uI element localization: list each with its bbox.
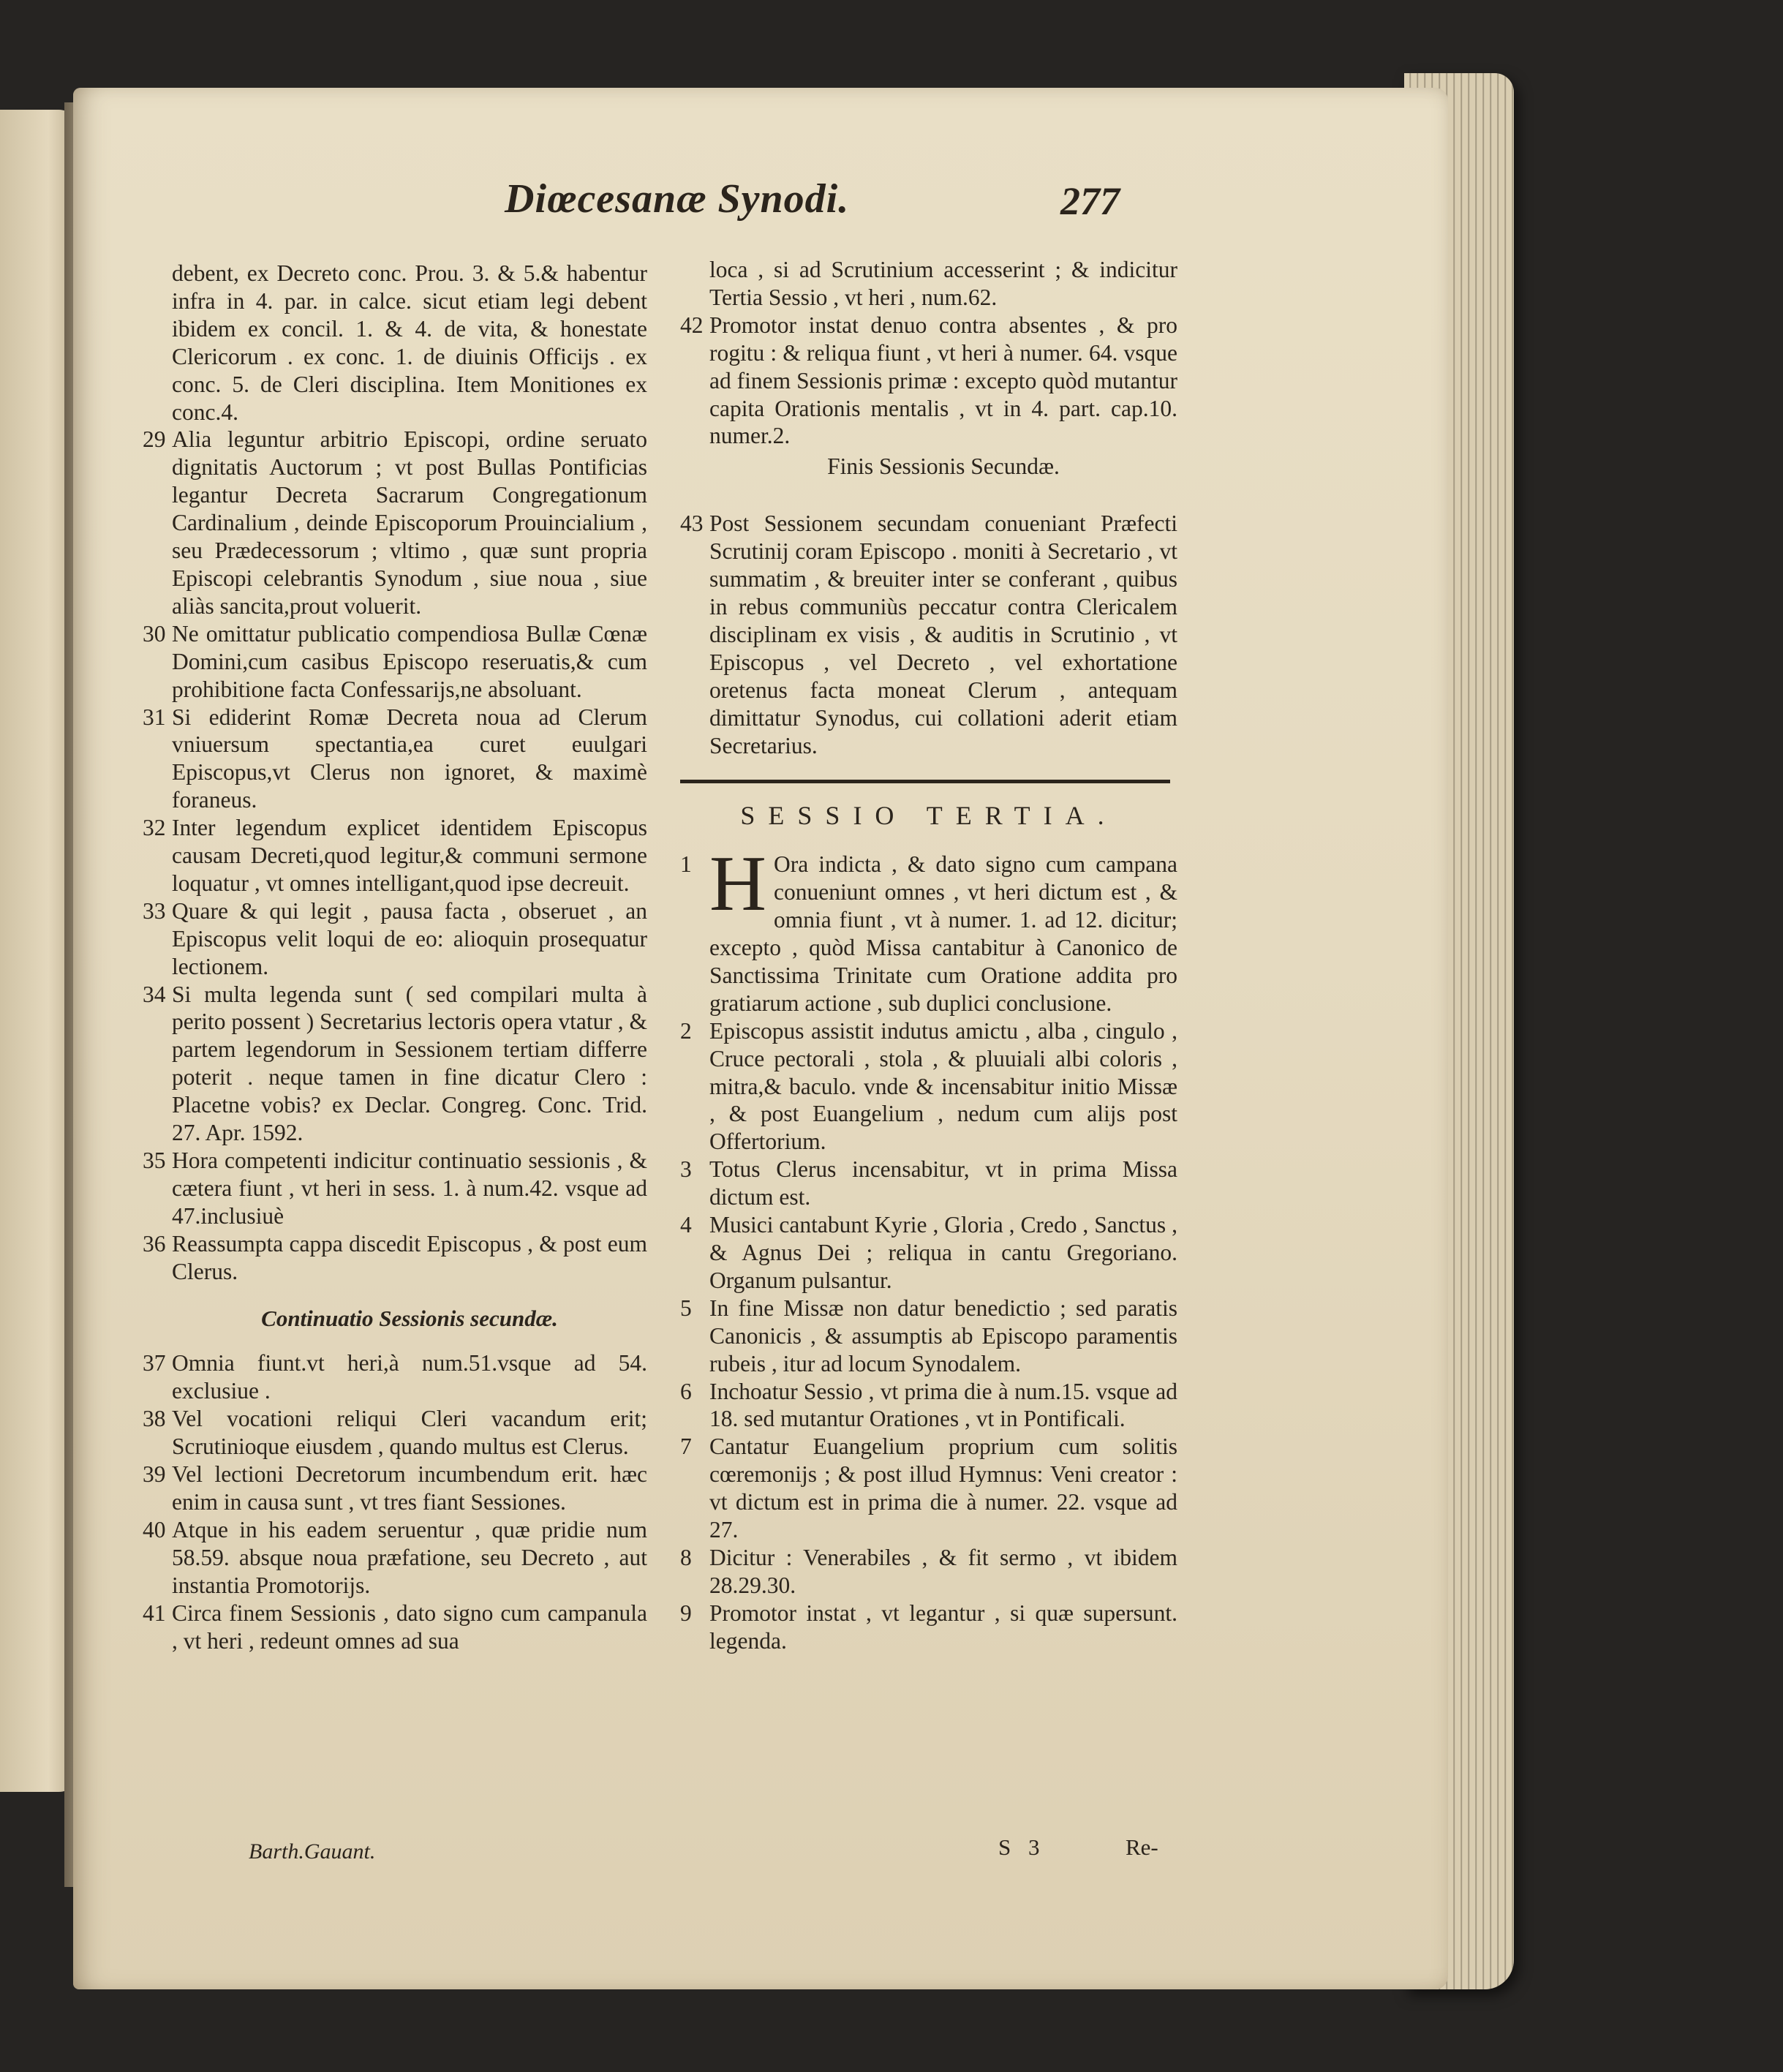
paragraph-text: Ne omittatur publicatio compendiosa Bullæ Cœnæ Domini,cum casibus Episcopo reseruatis,& cum prohibitione facta Confessarijs,ne absoluant. (172, 620, 647, 702)
paragraph-number: 42 (680, 312, 704, 338)
paragraph-number: 30 (143, 620, 166, 647)
paragraph-number: 9 (680, 1600, 692, 1626)
numbered-paragraph (680, 1295, 1177, 1378)
page-number: 277 (1060, 179, 1120, 223)
left-column (143, 260, 647, 1654)
paragraph-number: 1 (680, 851, 692, 878)
paragraph-number: 38 (143, 1406, 166, 1432)
catchword: Re- (1126, 1834, 1158, 1860)
right-intro-text: loca , si ad Scrutinium accesserint ; & indicitur Tertia Sessio , vt heri , num.62. (709, 257, 1177, 310)
numbered-paragraph (680, 1211, 1177, 1295)
section-rule (680, 780, 1170, 783)
signature-and-catchword (998, 1834, 1158, 1861)
numbered-paragraph (143, 704, 647, 815)
paragraph-text: Musici cantabunt Kyrie , Gloria , Credo , Sanctus , & Agnus Dei ; reliqua in cantu Gregoriano. Organum pulsantur. (709, 1212, 1177, 1293)
printer-imprint: Barth.Gauant. (249, 1839, 376, 1864)
paragraph-number: 40 (143, 1516, 166, 1542)
numbered-paragraph (143, 620, 647, 704)
paragraph-number: 31 (143, 704, 166, 730)
paragraph-text: Alia leguntur arbitrio Episcopi, ordine seruato dignitatis Auctorum ; vt post Bullas Pontificias legantur Decreta Sacrarum Congregationum Cardinalium , deinde Episcoporum Prouincialium , seu Prædecessorum ; vltimo , quæ sunt propria Episcopi celebrantis Synodum , siue noua , siue aliàs sancita,prout voluerit. (172, 426, 647, 619)
paragraph-number: 4 (680, 1212, 692, 1238)
paragraph-number: 41 (143, 1600, 166, 1626)
paragraph-text: Vel vocationi reliqui Cleri vacandum erit; Scrutinioque eiusdem , quando multus est Clerus. (172, 1406, 647, 1460)
signature-mark: S 3 (998, 1834, 1040, 1860)
right-entries-c (680, 1017, 1177, 1655)
paragraph-text: Cantatur Euangelium proprium cum solitis cœremonijs ; & post illud Hymnus: Veni creator : vt dictum est in prima die à numer. 22. vsque ad 27. (709, 1434, 1177, 1543)
left-entries-b (143, 1349, 647, 1654)
numbered-paragraph (143, 1461, 647, 1516)
paragraph-text: Hora competenti indicitur continuatio sessionis , & cætera fiunt , vt heri in sess. 1. à num.42. vsque ad 47.inclusiuè (172, 1148, 647, 1229)
paragraph-text: Circa finem Sessionis , dato signo cum campanula , vt heri , redeunt omnes ad sua (172, 1600, 647, 1654)
numbered-paragraph (680, 1017, 1177, 1156)
paragraph-text: In fine Missæ non datur benedictio ; sed paratis Canonicis , & assumptis ab Episcopo paramentis rubeis , itur ad locum Synodalem. (709, 1295, 1177, 1376)
left-intro-text: debent, ex Decreto conc. Prou. 3. & 5.& habentur infra in 4. par. in calce. sicut etiam legi debent ibidem ex concil. 1. & 4. de vita, & honestate Clericorum . ex conc. 1. de diuinis Officijs . ex conc. 5. de Cleri disciplina. Item Monitiones ex conc.4. (172, 260, 647, 425)
paragraph-text: Si ediderint Romæ Decreta noua ad Clerum vniuersum spectantia,ea curet euulgari Episcopus,vt Clerus non ignoret, & maximè foraneus. (172, 704, 647, 813)
numbered-paragraph (143, 1405, 647, 1461)
paragraph-text: Episcopus assistit indutus amictu , alba , cingulo , Cruce pectorali , stola , & pluuiali albi coloris , mitra,& baculo. vnde & incensabitur initio Missæ , & post Euangelium , nedum cum alijs post Offertorium. (709, 1017, 1177, 1155)
numbered-paragraph (680, 1378, 1177, 1434)
paragraph-text: Post Sessionem secundam conueniant Præfecti Scrutinij coram Episcopo . moniti à Secretario , vt summatim , & breuiter inter se conferant , quibus in rebus communiùs peccatur contra Clericalem disciplinam ex visis , & auditis in Scrutinio , vt Episcopus , vel Decreto , vel exhortatione oretenus facta moneat Clerum , antequam dimittatur Synodus, cui collationi aderit etiam Secretarius. (709, 511, 1177, 758)
paragraph-number: 7 (680, 1434, 692, 1460)
right-column (680, 256, 1177, 1655)
paragraph-text: Dicitur : Venerabiles , & fit sermo , vt ibidem 28.29.30. (709, 1544, 1177, 1598)
paragraph-text: Promotor instat , vt legantur , si quæ supersunt. legenda. (709, 1600, 1177, 1654)
numbered-paragraph (143, 426, 647, 619)
paragraph-text: Omnia fiunt.vt heri,à num.51.vsque ad 54. exclusiue . (172, 1350, 647, 1404)
numbered-paragraph (680, 1433, 1177, 1544)
finis-line: Finis Sessionis Secundæ. (827, 453, 1060, 480)
paragraph-text: Inchoatur Sessio , vt prima die à num.15. vsque ad 18. sed mutantur Orationes , vt in Pontificali. (709, 1378, 1177, 1432)
numbered-paragraph (680, 510, 1177, 759)
drop-cap-initial: H (709, 840, 766, 928)
numbered-paragraph (143, 897, 647, 981)
paragraph-number: 6 (680, 1378, 692, 1404)
numbered-paragraph (143, 1230, 647, 1286)
paragraph-text: Vel lectioni Decretorum incumbendum erit. hæc enim in causa sunt , vt tres fiant Sessiones. (172, 1461, 647, 1515)
paragraph-text: Atque in his eadem seruentur , quæ pridie num 58.59. absque noua præfatione, seu Decreto , aut instantia Promotorijs. (172, 1516, 647, 1598)
paragraph-number: 2 (680, 1017, 692, 1044)
first-paragraph (680, 840, 1177, 1017)
paragraph-text: Quare & qui legit , pausa facta , obseruet , an Episcopus velit loqui de eo: alioquin prosequatur lectionem. (172, 897, 647, 979)
paragraph-text: Si multa legenda sunt ( sed compilari multa à perito possent ) Secretarius lectoris opera vtatur , & partem legendorum in Sessionem tertiam differre poterit . neque tamen in fine dicatur Clero : Placetne vobis? ex Declar. Congreg. Conc. Trid. 27. Apr. 1592. (172, 981, 647, 1146)
paragraph-number: 43 (680, 511, 704, 537)
numbered-paragraph (143, 1600, 647, 1655)
paragraph-number: 8 (680, 1544, 692, 1570)
numbered-paragraph (143, 1147, 647, 1230)
paragraph-number: 33 (143, 897, 166, 924)
numbered-paragraph (143, 1516, 647, 1600)
paragraph-number: 34 (143, 981, 166, 1007)
paragraph-number: 37 (143, 1350, 166, 1376)
subheading: Continuatio Sessionis secundæ. (261, 1305, 558, 1331)
numbered-paragraph (143, 1349, 647, 1405)
left-entries-a (143, 426, 647, 1285)
paragraph-number: 39 (143, 1461, 166, 1488)
section-title: SESSIO TERTIA. (740, 801, 1117, 831)
paragraph-number: 36 (143, 1230, 166, 1257)
paragraph-number: 32 (143, 815, 166, 841)
numbered-paragraph (680, 312, 1177, 451)
numbered-paragraph (143, 981, 647, 1147)
numbered-paragraph (143, 814, 647, 897)
paragraph-number: 29 (143, 426, 166, 453)
paragraph-text: Totus Clerus incensabitur, vt in prima Missa dictum est. (709, 1156, 1177, 1210)
running-title: Diœcesanæ Synodi. (505, 176, 850, 222)
numbered-paragraph (680, 1156, 1177, 1211)
paragraph-text: Ora indicta , & dato signo cum campana conueniunt omnes , vt heri dictum est , & omnia fiunt , vt à numer. 1. ad 12. dicitur; excepto , quòd Missa cantabitur à Canonico de Sanctissima Trinitate cum Oratione addita pro gratiarum actione , sub duplici conclusione. (709, 851, 1177, 1016)
paragraph-text: Inter legendum explicet identidem Episcopus causam Decreti,quod legitur,& communi sermone loquatur , vt omnes intelligant,quod ipse decreuit. (172, 815, 647, 896)
numbered-paragraph (680, 1544, 1177, 1600)
paragraph-number: 3 (680, 1156, 692, 1183)
numbered-paragraph (680, 1600, 1177, 1655)
paragraph-text: Reassumpta cappa discedit Episcopus , & post eum Clerus. (172, 1230, 647, 1284)
paragraph-text: Promotor instat denuo contra absentes , & pro rogitu : & reliqua fiunt , vt heri à numer. 64. vsque ad finem Sessionis primæ : excepto quòd mutantur capita Orationis mentalis , vt in 4. part. cap.10. numer.2. (709, 312, 1177, 449)
paragraph-number: 35 (143, 1148, 166, 1173)
paragraph-number: 5 (680, 1295, 692, 1321)
